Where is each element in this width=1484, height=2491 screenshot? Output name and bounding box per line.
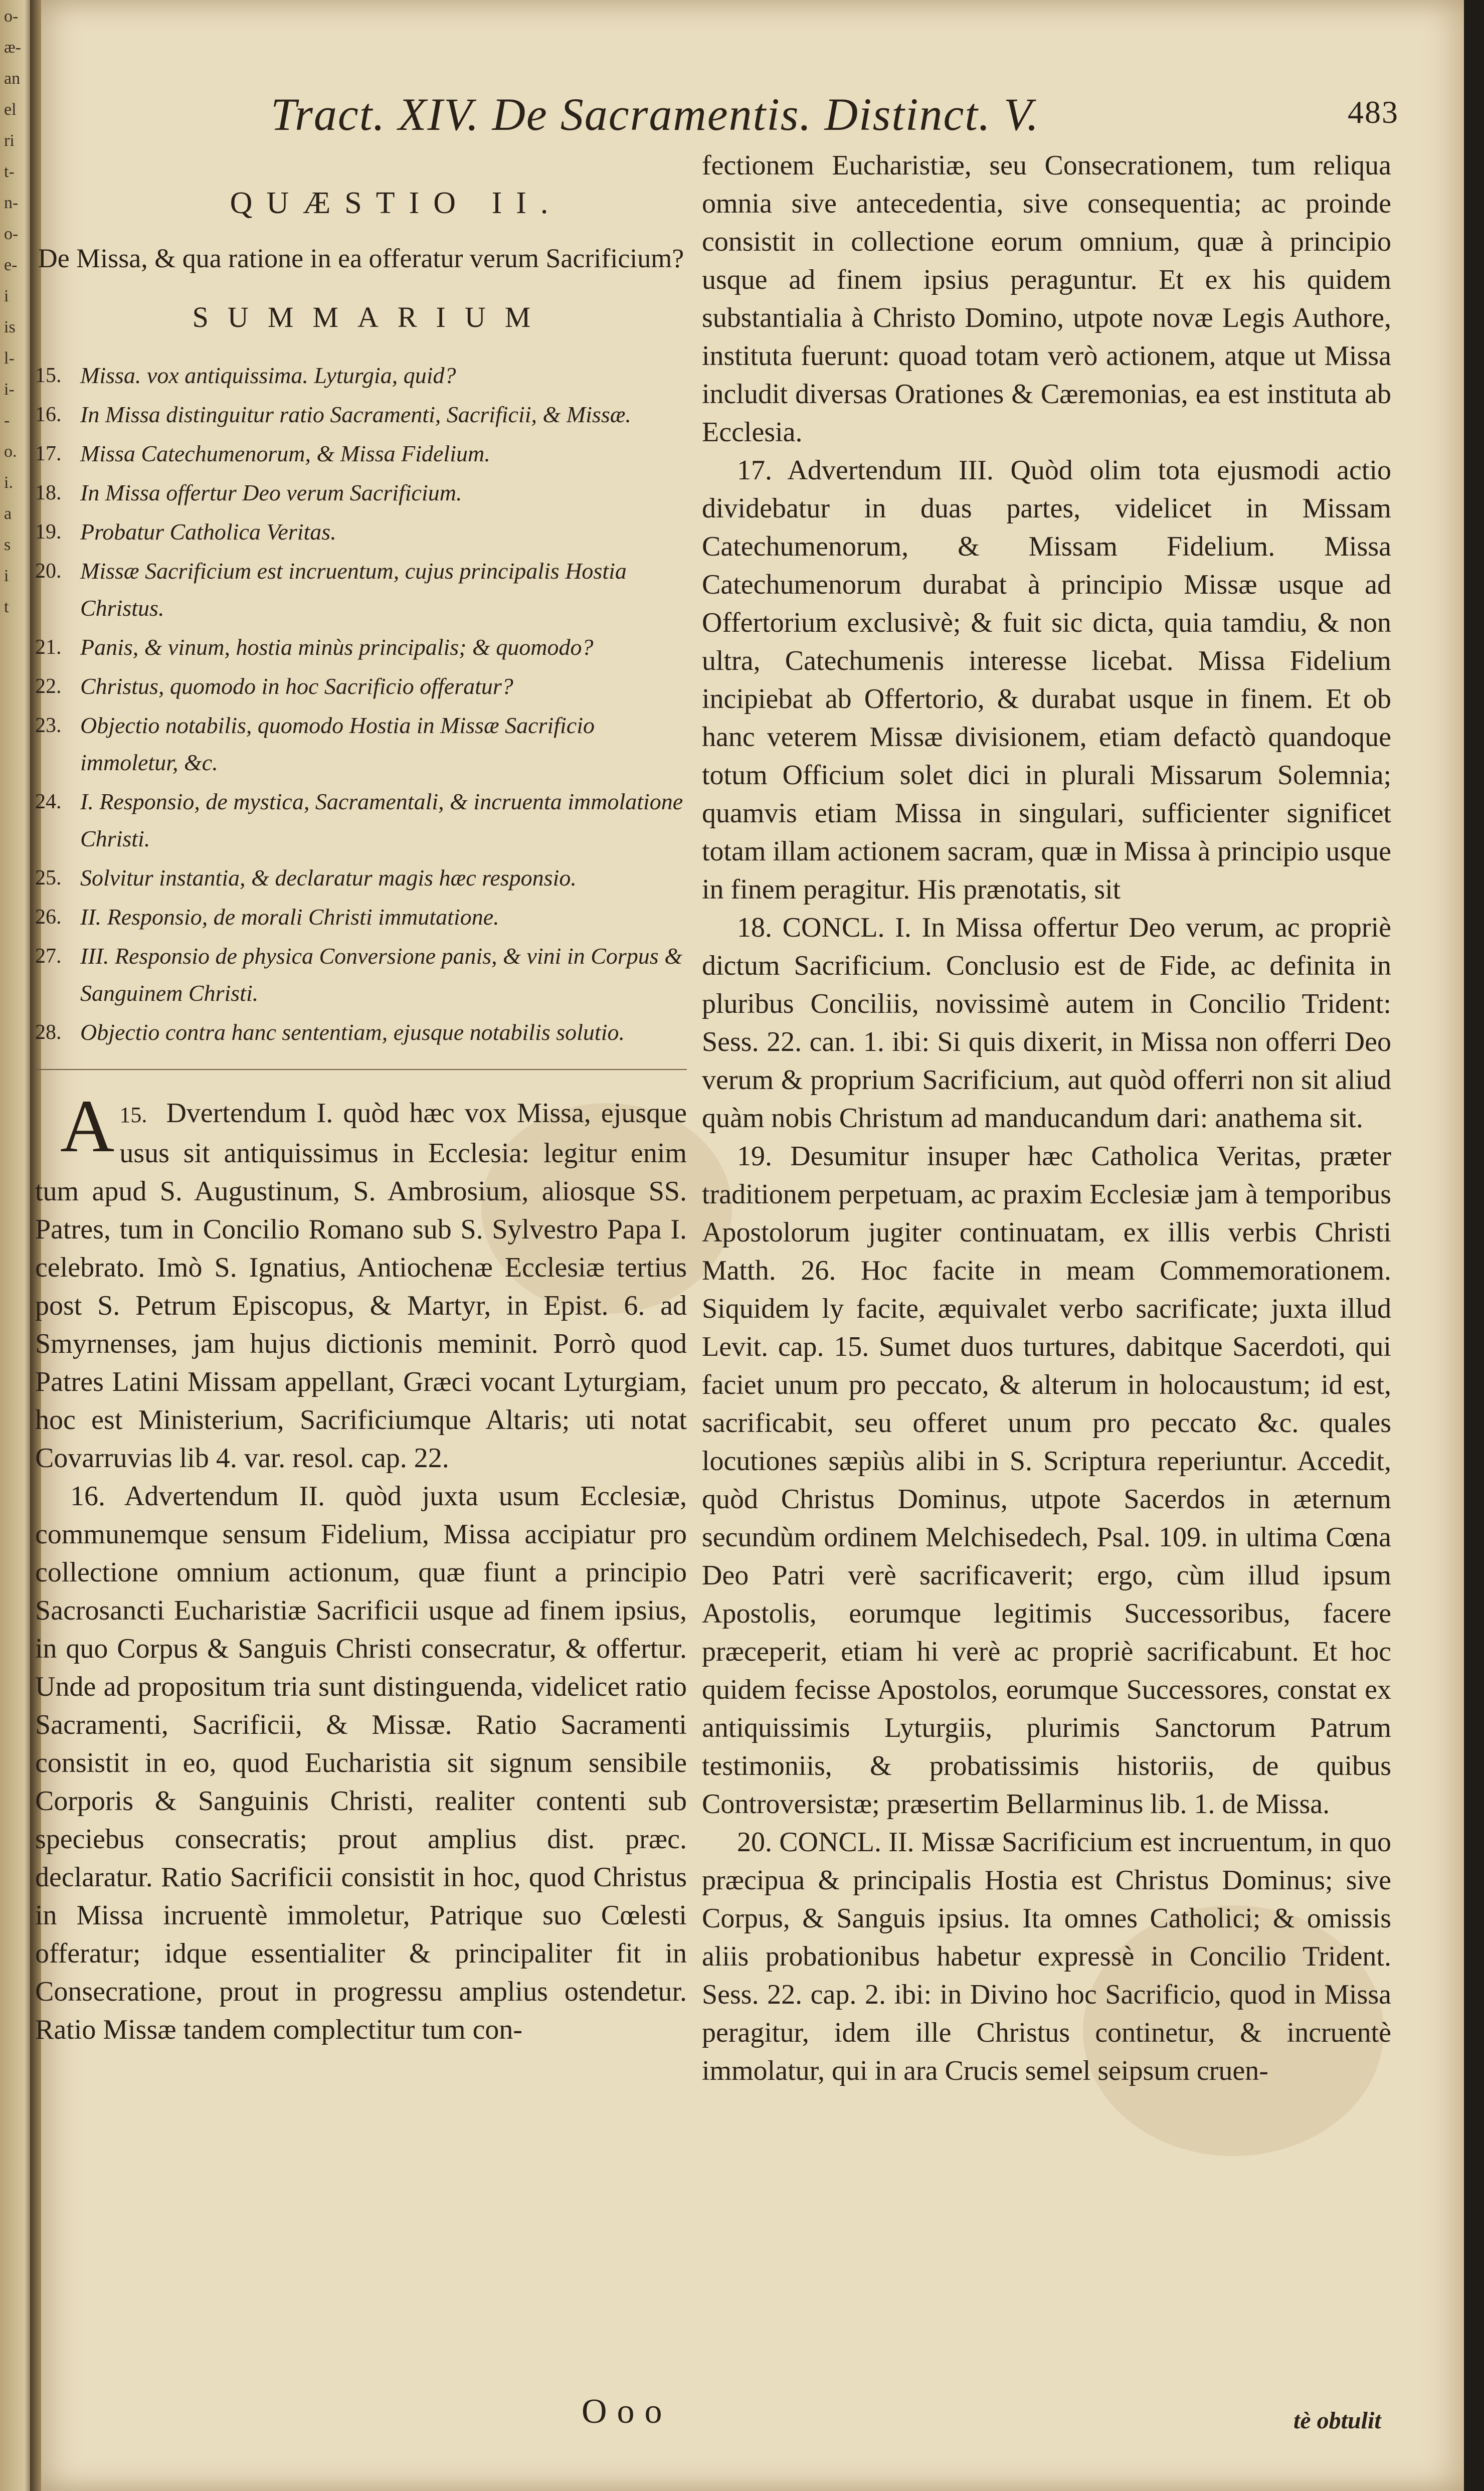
prev-page-fragment: an bbox=[4, 69, 21, 88]
paragraph-20: 20. CONCL. II. Missæ Sacrificium est incruentum, in quo præcipua & principalis Hostia est Christus Dominus; sive Corpus, & Sanguis ipsius. Ita omnes Catholici; & omissis aliis probationibus habetur expressè in Concilio Trident. Sess. 22. cap. 2. ibi: in Divino hoc Sacrificio, quod in Missa peragitur, idem ille Christus continetur, & incruentè immolatur, qui in ara Crucis semel seipsum cruen- bbox=[702, 1827, 1391, 2086]
summary-item bbox=[35, 474, 687, 511]
right-column bbox=[702, 146, 1391, 2090]
prev-page-fragment: l- bbox=[4, 349, 15, 368]
summary-item-text: III. Responsio de physica Conversione panis, & vini in Corpus & Sanguinem Christi. bbox=[80, 943, 682, 1006]
summary-item-number: 28. bbox=[35, 1021, 62, 1044]
prev-page-fragment: e- bbox=[4, 256, 18, 274]
divider bbox=[35, 1069, 687, 1070]
paragraph-16-continued: fectionem Eucharistiæ, seu Consecrationem, tum reliqua omnia sive antecedentia, sive consequentia; ac proinde consistit in collectione eorum omnium, quæ à principio usque ad finem ipsius peraguntur. Et ex his quidem substantialia à Christo Domino, utpote novæ Legis Authore, instituta fuerunt: quoad totam verò actionem, atque ut Missa includit diversas Orationes & Cæremonias, ea est instituta ab Ecclesia. bbox=[702, 150, 1391, 448]
prev-page-fragment: t bbox=[4, 598, 9, 616]
prev-page-fragment: el bbox=[4, 100, 17, 119]
prev-page-fragment: is bbox=[4, 318, 16, 336]
summary-item bbox=[35, 629, 687, 666]
drop-cap: A bbox=[60, 1085, 115, 1168]
summary-item-number: 19. bbox=[35, 520, 62, 544]
summary-item-text: I. Responsio, de mystica, Sacramentali, & incruenta immolatione Christi. bbox=[80, 789, 683, 851]
summary-list bbox=[35, 357, 687, 1051]
question-title: QUÆSTIO II. bbox=[230, 186, 563, 220]
prev-page-fragment: t- bbox=[4, 162, 15, 181]
running-header bbox=[271, 88, 1399, 148]
summary-item bbox=[35, 513, 687, 551]
summary-item bbox=[35, 783, 687, 857]
summary-item bbox=[35, 396, 687, 433]
summary-item bbox=[35, 859, 687, 897]
paragraph-16: 16. Advertendum II. quòd juxta usum Ecclesiæ, communemque sensum Fidelium, Missa accipiatur pro collectione omnium actionum, quæ fiunt a principio Sacrosancti Eucharistiæ Sacrificii usque ad finem ipsius, in quo Corpus & Sanguis Christi consecratur, & offertur. Unde ad propositum tria sunt distinguenda, videlicet ratio Sacramenti, Sacrificii, & Missæ. Ratio Sacramenti consistit in eo, quod Eucharistia sit signum sensibile Corporis & Sanguinis Christi, realiter contenti sub speciebus consecratis; prout amplius dist. præc. declaratur. Ratio Sacrificii consistit in hoc, quod Christus in Missa incruentè immoletur, Patrique suo Cœlesti offeratur; idque essentialiter & principaliter fit in Consecratione, prout in progressu amplius ostendetur. Ratio Missæ tandem complectitur tum con- bbox=[35, 1481, 687, 2045]
paragraph-15 bbox=[35, 1085, 687, 1477]
summary-item-number: 24. bbox=[35, 790, 62, 813]
summary-item-text: II. Responsio, de morali Christi immutatione. bbox=[80, 904, 499, 930]
prev-page-fragment: i. bbox=[4, 473, 13, 492]
summary-item-number: 15. bbox=[35, 364, 62, 387]
summary-item-number: 27. bbox=[35, 945, 62, 968]
paragraph-text: Dvertendum I. quòd hæc vox Missa, ejusque usus sit antiquissimus in Ecclesia: legitur enim tum apud S. Augustinum, S. Ambrosium, aliosque SS. Patres, tum in Concilio Romano sub S. Sylvestro Papa I. celebrato. Imò S. Ignatius, Antiochenæ Ecclesiæ tertius post S. Petrum Episcopus, & Martyr, in Epist. 6. ad Smyrnenses, jam hujus dictionis meminit. Porrò quod Patres Latini Missam appellant, Græci vocant Lyturgiam, hoc est Ministerium, Sacrificiumque Altaris; uti notat Covarruvias lib 4. var. resol. cap. 22. bbox=[35, 1098, 687, 1474]
prev-page-fragment: - bbox=[4, 411, 10, 430]
summary-item-text: In Missa offertur Deo verum Sacrificium. bbox=[80, 480, 462, 505]
summary-item-text: In Missa distinguitur ratio Sacramenti, Sacrificii, & Missæ. bbox=[80, 402, 631, 427]
paragraph-18: 18. CONCL. I. In Missa offertur Deo verum, ac propriè dictum Sacrificium. Conclusio est de Fide, ac definita in pluribus Conciliis, novissimè autem in Concilio Trident: Sess. 22. can. 1. ibi: Si quis dixerit, in Missa non offerri Deo verum & proprium Sacrificium, aut quòd offerri non sit aliud quàm nobis Christum ad manducandum dari: anathema sit. bbox=[702, 912, 1391, 1134]
summary-item-text: Objectio notabilis, quomodo Hostia in Missæ Sacrificio immoletur, &c. bbox=[80, 713, 595, 775]
summary-item bbox=[35, 668, 687, 705]
summary-item-number: 25. bbox=[35, 866, 62, 889]
running-title: Tract. XIV. De Sacramentis. Distinct. V. bbox=[271, 89, 1040, 140]
prev-page-fragment: a bbox=[4, 504, 12, 523]
summary-item-number: 21. bbox=[35, 636, 62, 659]
left-column bbox=[35, 170, 687, 2049]
summary-heading: SUMMARIUM bbox=[192, 301, 550, 333]
prev-page-fragment: i- bbox=[4, 380, 15, 399]
summary-item-number: 20. bbox=[35, 560, 62, 583]
summary-item bbox=[35, 357, 687, 394]
summary-item bbox=[35, 707, 687, 781]
summary-item-text: Missa. vox antiquissima. Lyturgia, quid? bbox=[80, 363, 456, 388]
prev-page-fragment: i bbox=[4, 567, 9, 585]
summary-item-text: Objectio contra hanc sententiam, ejusque notabilis solutio. bbox=[80, 1019, 625, 1045]
summary-item-number: 18. bbox=[35, 481, 62, 504]
summary-item bbox=[35, 899, 687, 936]
summary-item-text: Missa Catechumenorum, & Missa Fidelium. bbox=[80, 441, 490, 466]
summary-item-text: Solvitur instantia, & declaratur magis hæc responsio. bbox=[80, 865, 577, 891]
summary-item-text: Christus, quomodo in hoc Sacrificio offeratur? bbox=[80, 673, 513, 699]
summary-item bbox=[35, 938, 687, 1012]
summary-item bbox=[35, 1014, 687, 1051]
summary-item bbox=[35, 435, 687, 472]
summary-item-number: 16. bbox=[35, 403, 62, 426]
page-number: 483 bbox=[1348, 94, 1399, 130]
summary-item-number: 26. bbox=[35, 906, 62, 929]
prev-page-fragment: ri bbox=[4, 131, 15, 150]
summary-item bbox=[35, 553, 687, 627]
question-subtitle: De Missa, & qua ratione in ea offeratur verum Sacrificium? bbox=[38, 243, 684, 273]
summary-item-text: Panis, & vinum, hostia minùs principalis; & quomodo? bbox=[80, 634, 594, 660]
prev-page-fragment: s bbox=[4, 536, 11, 554]
catchword: tè obtulit bbox=[1293, 2407, 1381, 2434]
prev-page-fragment: i bbox=[4, 287, 9, 305]
summary-item-number: 17. bbox=[35, 442, 62, 465]
paragraph-17: 17. Advertendum III. Quòd olim tota ejusmodi actio dividebatur in duas partes, videlicet in Missam Catechumenorum, & Missam Fidelium. Missa Catechumenorum durabat à principio Missæ usque ad Offertorium exclusivè; & fuit sic dicta, quia tamdiu, & non ultra, Catechumenis interesse licebat. Missa Fidelium incipiebat ab Offertorio, & durabat usque in finem. Et ob hanc veterem Missæ divisionem, etiam defactò quandoque totum Officium solet dici in plurali Missarum Solemnia; quamvis etiam Missa in singulari, sufficienter significet totam illam actionem sacram, quæ in Missa à principio usque in finem peragitur. His prænotatis, sit bbox=[702, 455, 1391, 905]
signature-mark: Ooo bbox=[582, 2392, 672, 2431]
paragraph-19: 19. Desumitur insuper hæc Catholica Veritas, præter traditionem perpetuam, ac praxim Ecclesiæ jam à temporibus Apostolorum jugiter continuatam, ex illis verbis Christi Matth. 26. Hoc facite in meam Commemorationem. Siquidem ly facite, æquivalet verbo sacrificate; juxta illud Levit. cap. 15. Sumet duos turtures, dabitque Sacerdoti, qui faciet unum pro peccato, & alterum in holocaustum; id est, sacrificabit, seu offeret unum pro peccato &c. quales locutiones sæpiùs alibi in S. Scriptura reperiuntur. Accedit, quòd Christus Dominus, utpote Sacerdos in æternum secundùm ordinem Melchisedech, Psal. 109. in ultima Cœna Deo Patri verè sacrificaverit; ergo, cùm illud ipsum Apostolis, eorumque legitimis Successoribus, facere præceperit, etiam hi verè ac propriè sacrificabunt. Et hoc quidem fecisse Apostolos, eorumque Successores, constat ex antiquissimis Lyturgiis, plurimis Sanctorum Patrum testimoniis, & probatissimis historiis, de quibus Controversistæ; præsertim Bellarminus lib. 1. de Missa. bbox=[702, 1141, 1391, 1820]
prev-page-fragment: o. bbox=[4, 442, 17, 461]
prev-page-fragment: o- bbox=[4, 7, 19, 26]
summary-item-number: 22. bbox=[35, 675, 62, 698]
summary-item-text: Missæ Sacrificium est incruentum, cujus principalis Hostia Christus. bbox=[80, 558, 627, 621]
prev-page-fragment: æ- bbox=[4, 38, 21, 57]
summary-item-text: Probatur Catholica Veritas. bbox=[80, 519, 336, 545]
summary-item-number: 23. bbox=[35, 714, 62, 737]
prev-page-fragment: n- bbox=[4, 194, 19, 212]
paragraph-number: 15. bbox=[119, 1103, 147, 1127]
prev-page-fragment: o- bbox=[4, 225, 19, 243]
